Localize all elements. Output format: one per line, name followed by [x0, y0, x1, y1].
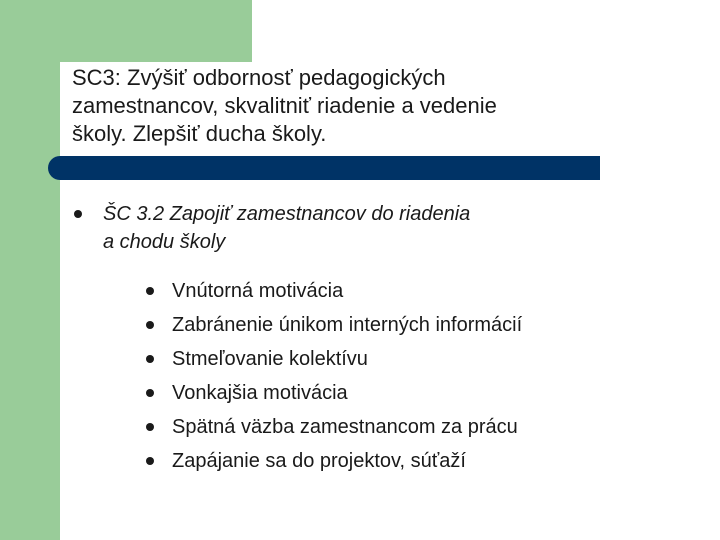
- bullet-icon: [146, 321, 154, 329]
- main-point-line: a chodu školy: [103, 231, 226, 253]
- bullet-icon: [146, 287, 154, 295]
- bullet-icon: [146, 389, 154, 397]
- title-line: zamestnancov, skvalitniť riadenie a vedenie: [72, 93, 497, 118]
- top-accent-block: [60, 0, 252, 62]
- bullet-icon: [74, 210, 82, 218]
- bullet-icon: [146, 423, 154, 431]
- sub-point-text: Vnútorná motivácia: [172, 280, 344, 302]
- sub-point-text: Zabránenie únikom interných informácií: [172, 314, 523, 336]
- main-point-line: ŠC 3.2 Zapojiť zamestnancov do riadenia: [103, 203, 471, 225]
- main-point: [103, 200, 470, 256]
- left-accent-bar: [0, 0, 60, 540]
- slide-title: [72, 64, 712, 148]
- sub-point-text: Vonkajšia motivácia: [172, 382, 348, 404]
- title-line: SC3: Zvýšiť odbornosť pedagogických: [72, 65, 446, 90]
- sub-point-text: Zapájanie sa do projektov, súťaží: [172, 450, 466, 472]
- sub-point-text: Spätná väzba zamestnancom za prácu: [172, 416, 518, 438]
- bullet-icon: [146, 355, 154, 363]
- title-line: školy. Zlepšiť ducha školy.: [72, 121, 327, 146]
- divider-rule: [60, 156, 600, 180]
- sub-point-text: Stmeľovanie kolektívu: [172, 348, 368, 370]
- bullet-icon: [146, 457, 154, 465]
